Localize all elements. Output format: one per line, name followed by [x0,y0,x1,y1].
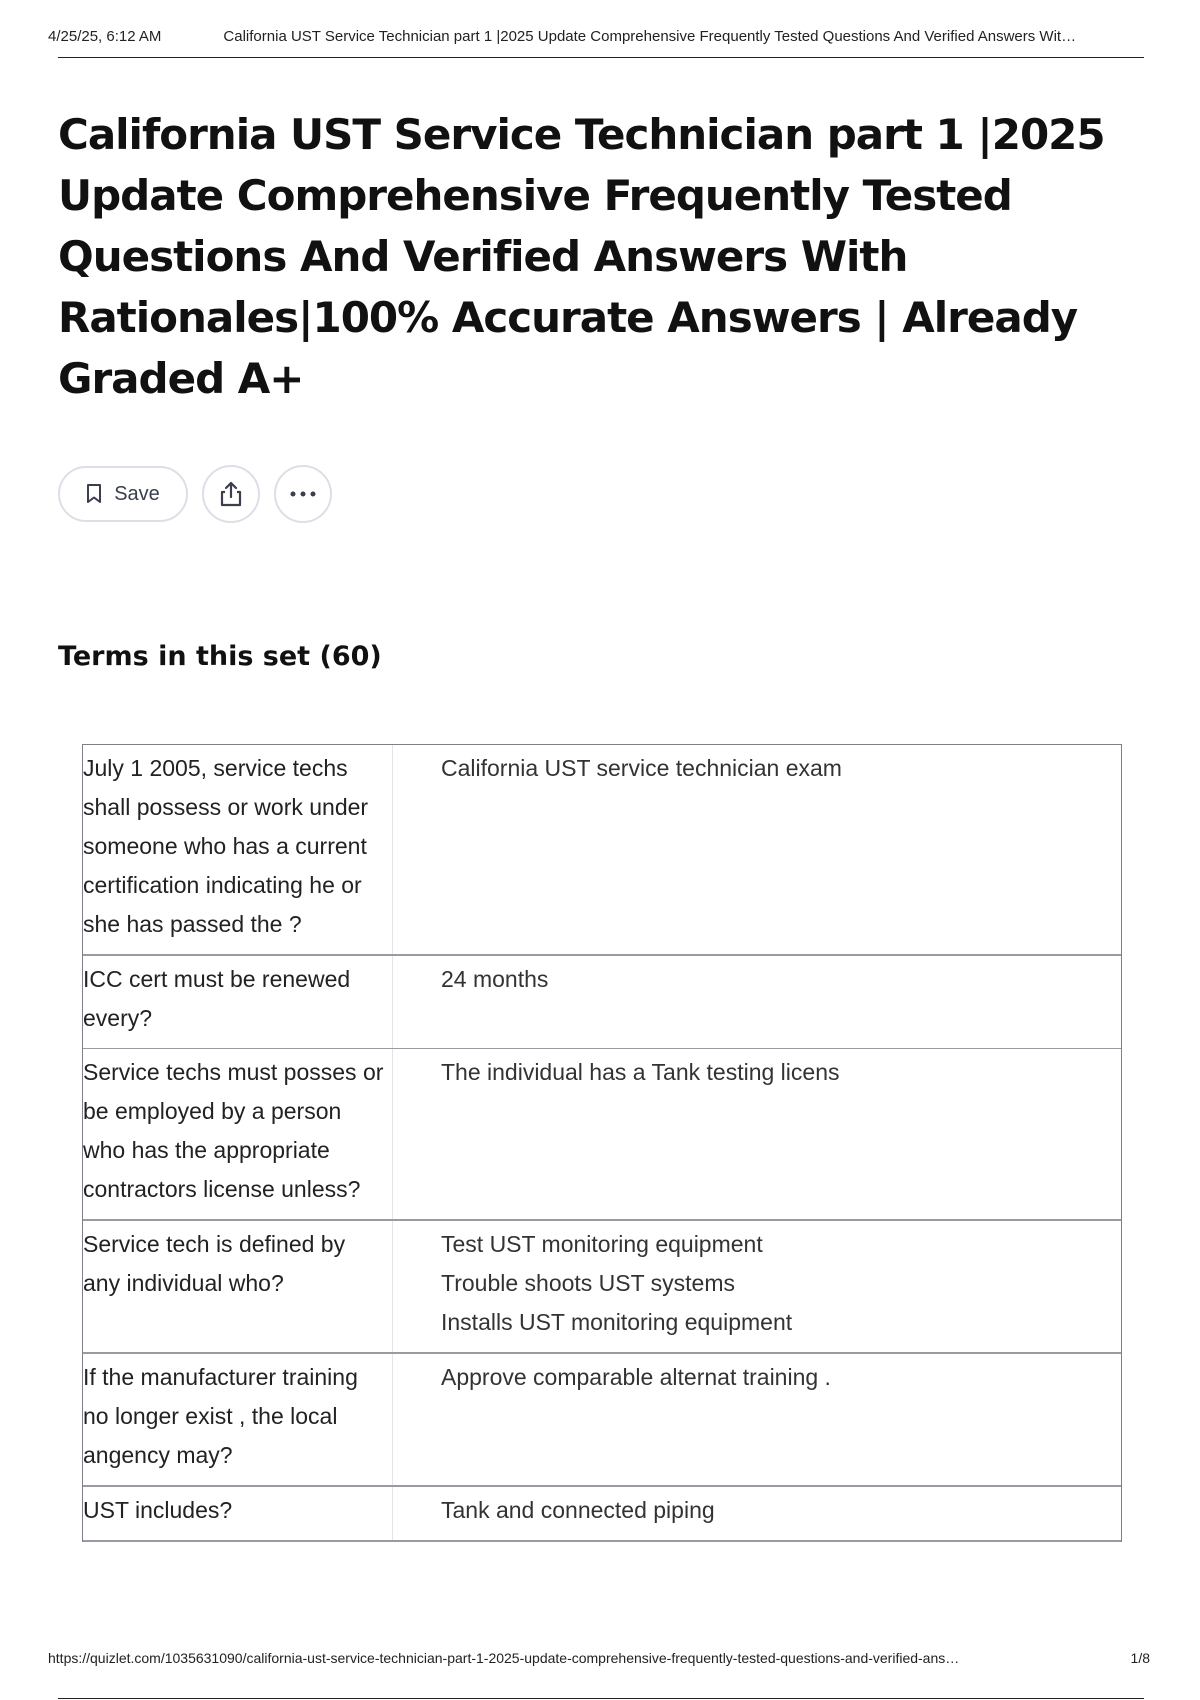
term-text: UST includes? [83,1487,393,1540]
term-text: If the manufacturer training no longer exist , the local angency may? [83,1354,393,1485]
definition-text [393,1221,1121,1352]
term-row [83,1049,1121,1221]
definition-text [393,956,1121,1048]
terms-table [82,744,1122,1542]
print-header [48,28,1146,45]
definition-line: Installs UST monitoring equipment [441,1309,793,1335]
print-footer [48,1650,1150,1666]
terms-heading: Terms in this set (60) [58,641,382,672]
definition-line: Tank and connected piping [441,1497,715,1523]
term-row [83,956,1121,1049]
share-button[interactable] [202,465,260,523]
page-title: California UST Service Technician part 1 |2025 Update Comprehensive Frequently Tested Questions And Verified Answers With Rationales|100% Accurate Answers | Already Graded A+ [58,110,1105,403]
more-options-button[interactable] [274,465,332,523]
definition-text [393,1487,1121,1540]
term-text: Service tech is defined by any individual who? [83,1221,393,1352]
footer-divider [58,1698,1144,1699]
term-row [83,1487,1121,1542]
definition-text [393,1354,1121,1485]
definition-line: Test UST monitoring equipment [441,1231,763,1257]
definition-line: 24 months [441,966,549,992]
term-text: July 1 2005, service techs shall possess or work under someone who has a current certification indicating he or she has passed the ? [83,745,393,954]
action-bar [58,465,332,523]
definition-text [393,1049,1121,1219]
term-row [83,745,1121,956]
save-button[interactable] [58,466,188,522]
bookmark-icon [86,484,102,504]
definition-line: California UST service technician exam [441,755,842,781]
more-horizontal-icon [289,490,317,498]
definition-line: Trouble shoots UST systems [441,1270,735,1296]
save-label: Save [114,482,160,505]
header-divider [58,57,1144,58]
page-number: 1/8 [1130,1650,1150,1666]
term-row [83,1354,1121,1487]
definition-line: The individual has a Tank testing licens [441,1059,840,1085]
definition-line: Approve comparable alternat training . [441,1364,831,1390]
term-text: Service techs must posses or be employed by a person who has the appropriate contractors license unless? [83,1049,393,1219]
print-header-title: California UST Service Technician part 1 |2025 Update Comprehensive Frequently Tested Questions And Verified Answers Wit… [223,28,1077,45]
page-url: https://quizlet.com/1035631090/california-ust-service-technician-part-1-2025-update-comprehensive-frequently-tested-questions-and-verified-ans… [48,1650,960,1666]
print-datetime: 4/25/25, 6:12 AM [48,28,162,45]
term-text: ICC cert must be renewed every? [83,956,393,1048]
definition-text [393,745,1121,954]
share-icon [216,479,246,509]
term-row [83,1221,1121,1354]
